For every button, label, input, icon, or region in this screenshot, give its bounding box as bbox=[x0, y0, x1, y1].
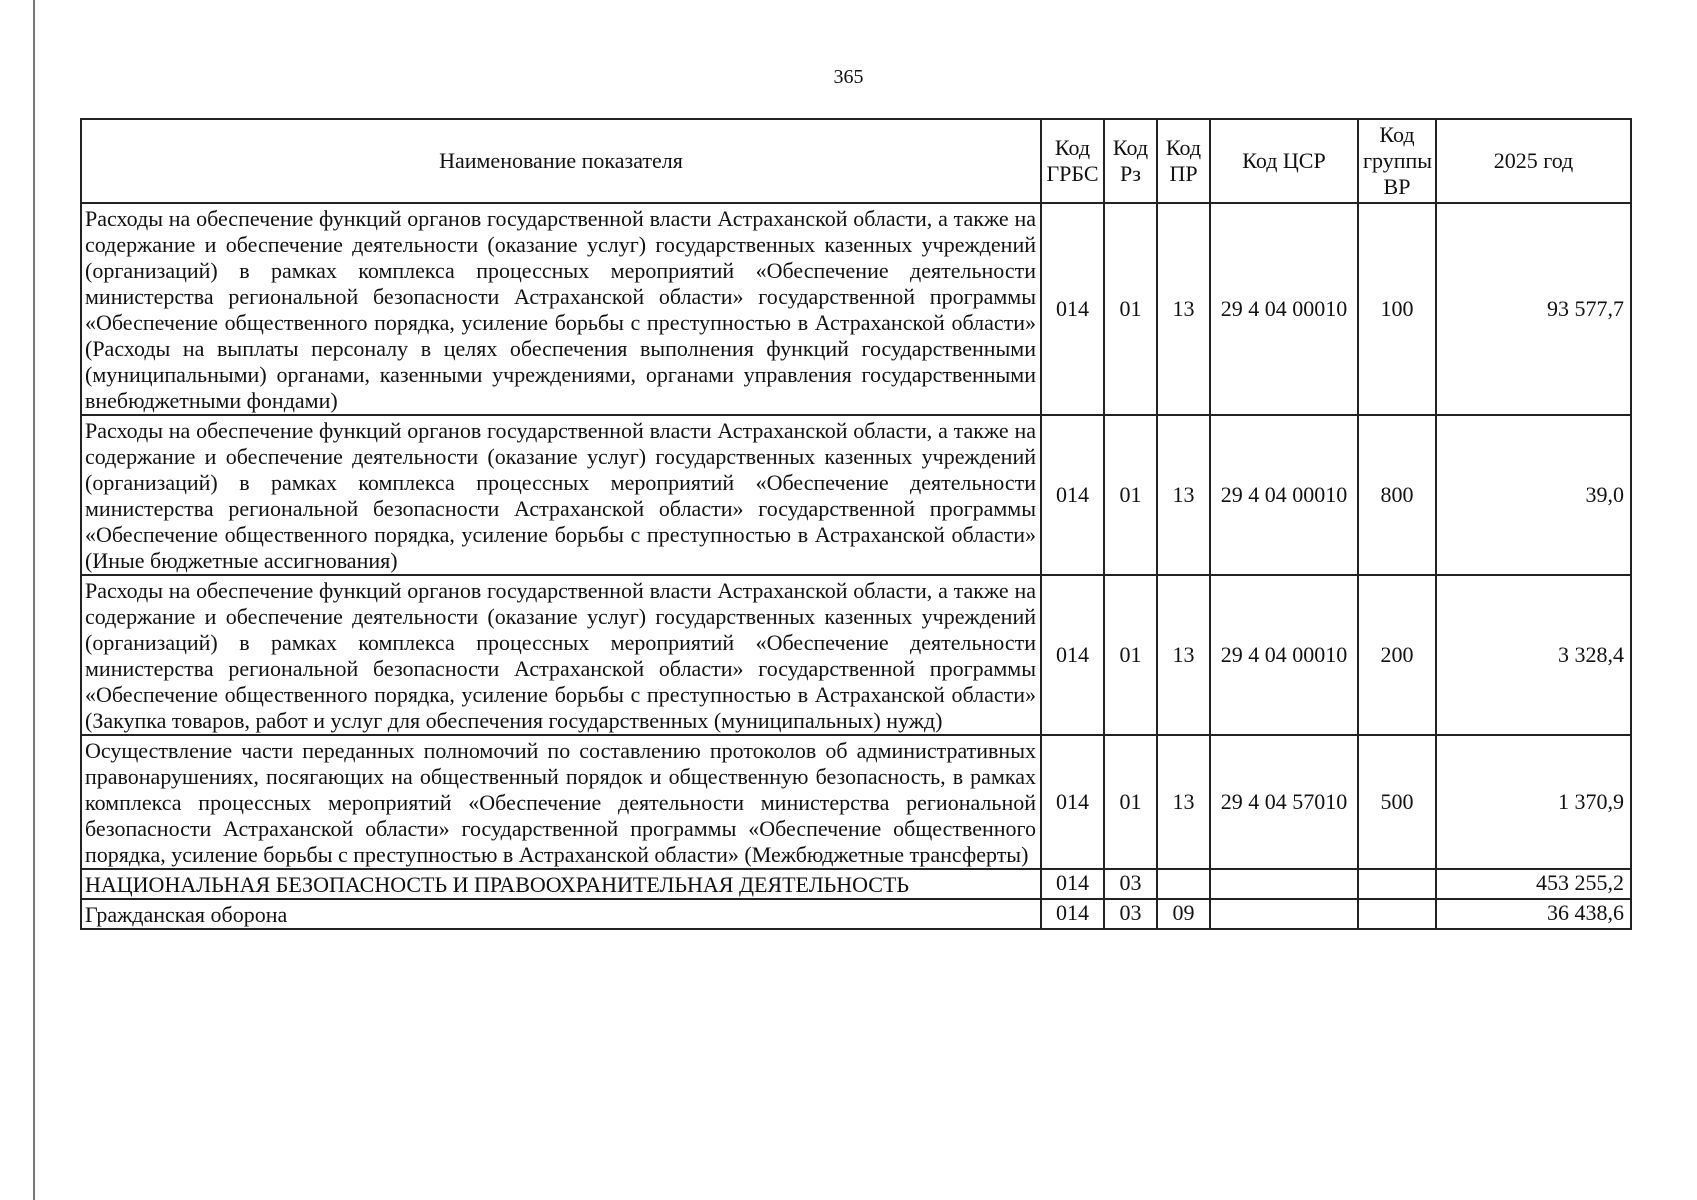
subsection-name: Гражданская оборона bbox=[81, 899, 1041, 929]
row-amount: 1 370,9 bbox=[1436, 735, 1631, 869]
row-rz: 01 bbox=[1104, 415, 1157, 575]
section-vr bbox=[1358, 869, 1436, 899]
row-rz: 01 bbox=[1104, 575, 1157, 735]
subsection-rz: 03 bbox=[1104, 899, 1157, 929]
row-pr: 13 bbox=[1157, 575, 1210, 735]
section-name: НАЦИОНАЛЬНАЯ БЕЗОПАСНОСТЬ И ПРАВООХРАНИТЕЛЬНАЯ ДЕЯТЕЛЬНОСТЬ bbox=[81, 869, 1041, 899]
row-amount: 93 577,7 bbox=[1436, 203, 1631, 415]
section-pr bbox=[1157, 869, 1210, 899]
row-grbs: 014 bbox=[1041, 415, 1104, 575]
section-grbs: 014 bbox=[1041, 869, 1104, 899]
row-vr: 500 bbox=[1358, 735, 1436, 869]
row-csr: 29 4 04 00010 bbox=[1210, 203, 1358, 415]
row-csr: 29 4 04 00010 bbox=[1210, 575, 1358, 735]
row-vr: 800 bbox=[1358, 415, 1436, 575]
section-csr bbox=[1210, 869, 1358, 899]
row-grbs: 014 bbox=[1041, 203, 1104, 415]
subsection-grbs: 014 bbox=[1041, 899, 1104, 929]
row-amount: 3 328,4 bbox=[1436, 575, 1631, 735]
subsection-csr bbox=[1210, 899, 1358, 929]
subsection-vr bbox=[1358, 899, 1436, 929]
row-amount: 39,0 bbox=[1436, 415, 1631, 575]
section-amount: 453 255,2 bbox=[1436, 869, 1631, 899]
row-csr: 29 4 04 57010 bbox=[1210, 735, 1358, 869]
header-pr: Код ПР bbox=[1157, 119, 1210, 203]
row-rz: 01 bbox=[1104, 203, 1157, 415]
row-name: Расходы на обеспечение функций органов государственной власти Астраханской области, а также на содержание и обеспечение деятельности (оказание услуг) государственных казенных учреждений (организаций) в рамках комплекса процессных мероприятий «Обеспечение деятельности министерства региональной безопасности Астраханской области» государственной программы «Обеспечение общественного порядка, усиление борьбы с преступностью в Астраханской области» (Расходы на выплаты персоналу в целях обеспечения выполнения функций государственными (муниципальными) органами, казенными учреждениями, органами управления государственными внебюджетными фондами) bbox=[81, 203, 1041, 415]
section-rz: 03 bbox=[1104, 869, 1157, 899]
table-row bbox=[81, 415, 1631, 575]
row-pr: 13 bbox=[1157, 735, 1210, 869]
budget-table bbox=[80, 118, 1632, 930]
row-name: Осуществление части переданных полномочий по составлению протоколов об административных правонарушениях, посягающих на общественный порядок и общественную безопасность, в рамках комплекса процессных мероприятий «Обеспечение деятельности министерства региональной безопасности Астраханской области» государственной программы «Обеспечение общественного порядка, усиление борьбы с преступностью в Астраханской области» (Межбюджетные трансферты) bbox=[81, 735, 1041, 869]
header-rz: Код Рз bbox=[1104, 119, 1157, 203]
row-vr: 200 bbox=[1358, 575, 1436, 735]
header-name: Наименование показателя bbox=[81, 119, 1041, 203]
row-grbs: 014 bbox=[1041, 735, 1104, 869]
header-csr: Код ЦСР bbox=[1210, 119, 1358, 203]
subsection-pr: 09 bbox=[1157, 899, 1210, 929]
row-rz: 01 bbox=[1104, 735, 1157, 869]
table-row bbox=[81, 735, 1631, 869]
table-row bbox=[81, 203, 1631, 415]
row-name: Расходы на обеспечение функций органов государственной власти Астраханской области, а также на содержание и обеспечение деятельности (оказание услуг) государственных казенных учреждений (организаций) в рамках комплекса процессных мероприятий «Обеспечение деятельности министерства региональной безопасности Астраханской области» государственной программы «Обеспечение общественного порядка, усиление борьбы с преступностью в Астраханской области» (Иные бюджетные ассигнования) bbox=[81, 415, 1041, 575]
header-row bbox=[81, 119, 1631, 203]
table-row bbox=[81, 575, 1631, 735]
subsection-row bbox=[81, 899, 1631, 929]
row-pr: 13 bbox=[1157, 203, 1210, 415]
subsection-amount: 36 438,6 bbox=[1436, 899, 1631, 929]
page-number: 365 bbox=[833, 66, 864, 88]
row-grbs: 014 bbox=[1041, 575, 1104, 735]
row-vr: 100 bbox=[1358, 203, 1436, 415]
header-vr: Код группы ВР bbox=[1358, 119, 1436, 203]
row-pr: 13 bbox=[1157, 415, 1210, 575]
header-year: 2025 год bbox=[1436, 119, 1631, 203]
left-margin-line bbox=[33, 0, 35, 1200]
header-grbs: Код ГРБС bbox=[1041, 119, 1104, 203]
section-row bbox=[81, 869, 1631, 899]
row-name: Расходы на обеспечение функций органов государственной власти Астраханской области, а также на содержание и обеспечение деятельности (оказание услуг) государственных казенных учреждений (организаций) в рамках комплекса процессных мероприятий «Обеспечение деятельности министерства региональной безопасности Астраханской области» государственной программы «Обеспечение общественного порядка, усиление борьбы с преступностью в Астраханской области» (Закупка товаров, работ и услуг для обеспечения государственных (муниципальных) нужд) bbox=[81, 575, 1041, 735]
row-csr: 29 4 04 00010 bbox=[1210, 415, 1358, 575]
